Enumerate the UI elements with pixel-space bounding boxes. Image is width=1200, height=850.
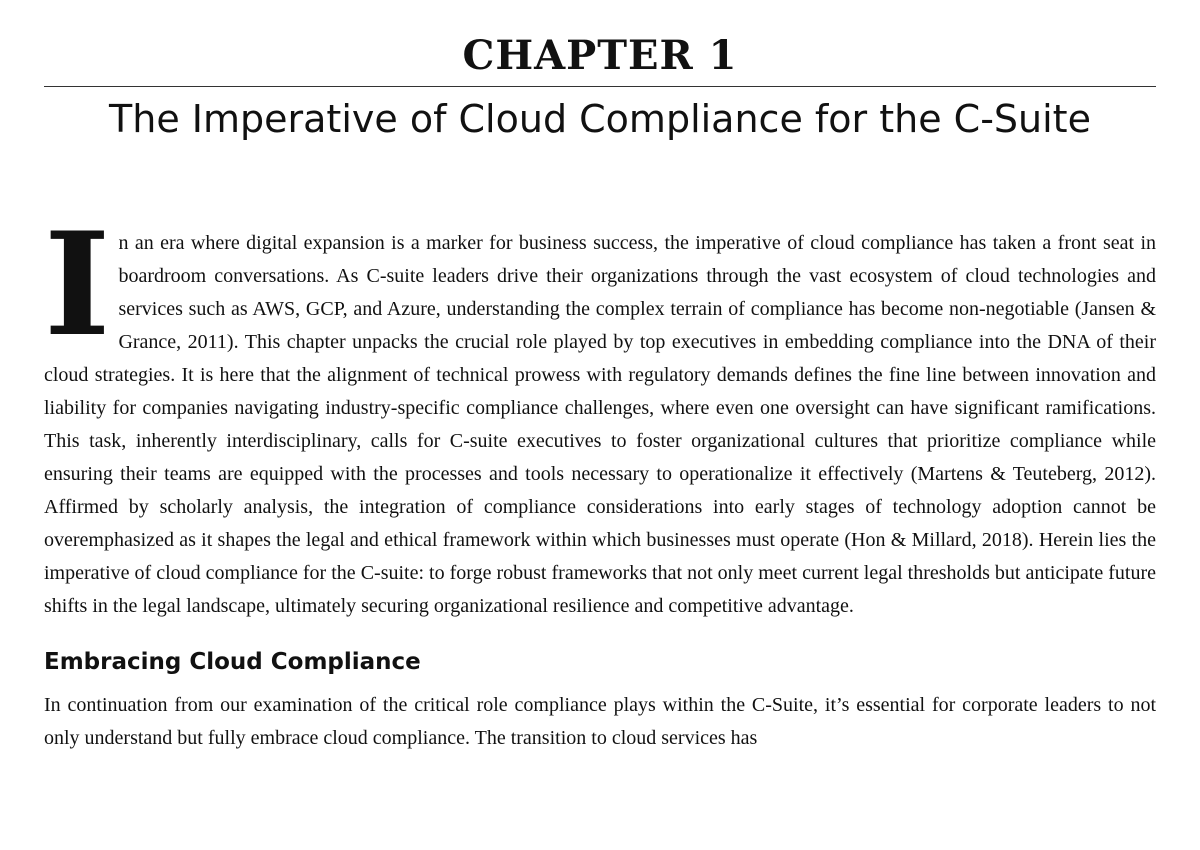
section-heading: Embracing Cloud Compliance (44, 649, 421, 675)
chapter-label: CHAPTER 1 (462, 32, 738, 79)
drop-cap: I (44, 202, 111, 368)
chapter-title: The Imperative of Cloud Compliance for the C-Suite (109, 97, 1091, 141)
intro-text: n an era where digital expansion is a marker for business success, the imperative of cloud compliance has taken a front seat in boardroom conversations. As C-suite leaders drive their organizations through the vast ecosystem of cloud technologies and services such as AWS, GCP, and Azure, understanding the complex terrain of compliance has become non-negotiable (Jansen & Grance, 2011). This chapter unpacks the crucial role played by top executives in embedding compliance into the DNA of their cloud strategies. It is here that the alignment of technical prowess with regulatory demands defines the fine line between innovation and liability for companies navigating industry-specific compliance challenges, where even one oversight can have significant ramifications. This task, inherently interdisciplinary, calls for C-suite executives to foster organizational cultures that prioritize compliance while ensuring their teams are equipped with the processes and tools necessary to operationalize it effectively (Martens & Teuteberg, 2012). Affirmed by scholarly analysis, the integration of compliance considerations into early stages of technology adoption cannot be overemphasized as it shapes the legal and ethical framework within which businesses must operate (Hon & Millard, 2018). Herein lies the imperative of cloud compliance for the C-suite: to forge robust frameworks that not only meet current legal thresholds but anticipate future shifts in the legal landscape, ultimately securing organizational resilience and competitive advantage. (44, 232, 1156, 617)
section-paragraph: In continuation from our examination of the critical role compliance plays within the C-Suite, it’s essential for corporate leaders to not only understand but fully embrace cloud compliance. The transition to cloud services has (44, 694, 1156, 749)
document-page (44, 0, 1156, 755)
chapter-divider (44, 86, 1156, 87)
intro-paragraph (44, 202, 1156, 623)
